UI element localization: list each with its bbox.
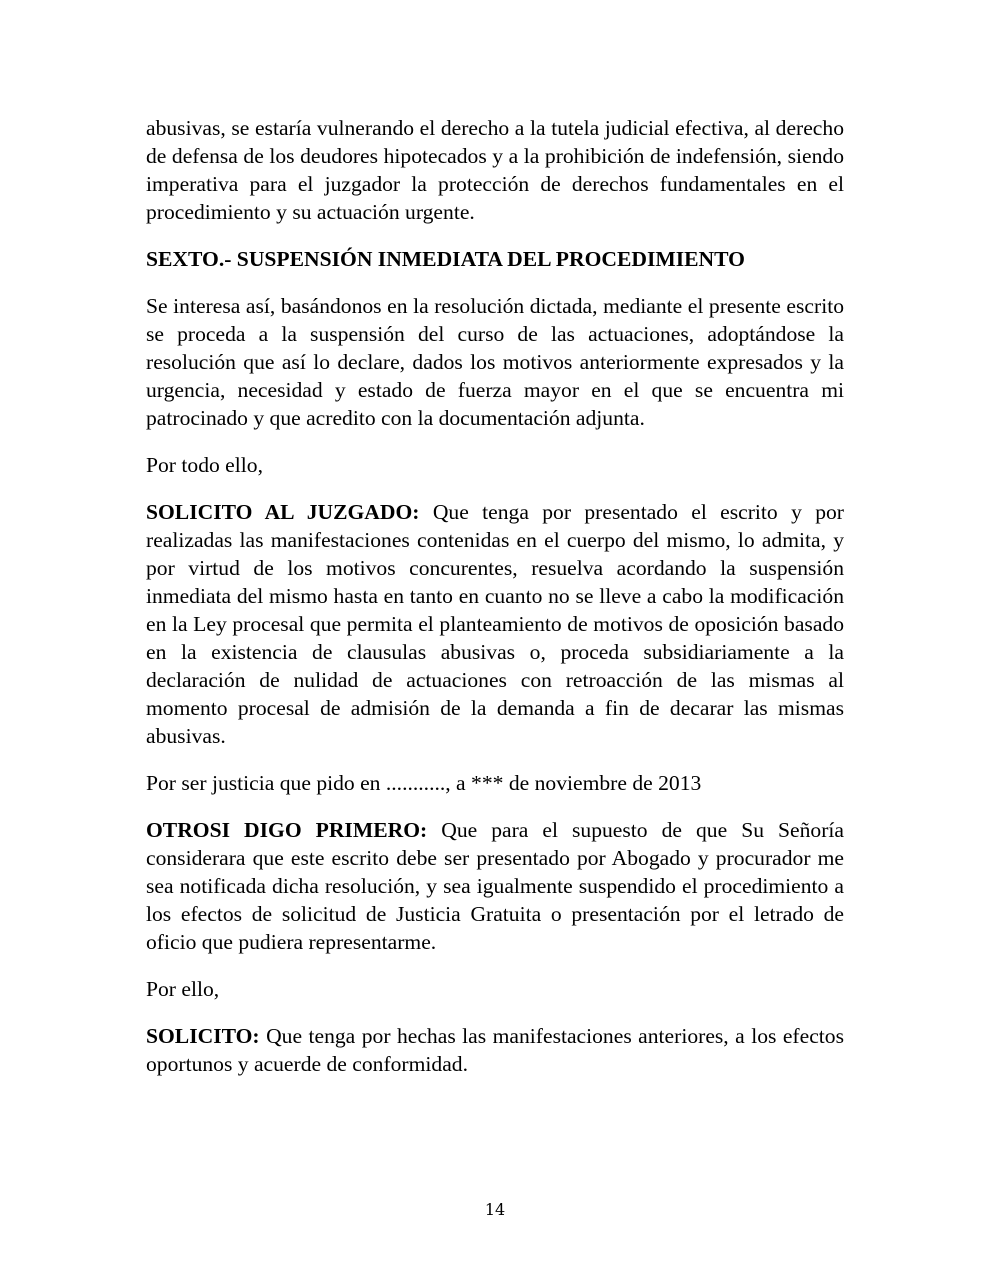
page-number: 14 xyxy=(484,1200,506,1219)
solicito-al-juzgado-label: SOLICITO AL JUZGADO: xyxy=(146,500,420,524)
otrosi-digo-label: OTROSI DIGO PRIMERO: xyxy=(146,818,428,842)
paragraph-otrosi-digo xyxy=(146,816,844,956)
otrosi-digo-text: Que para el supuesto de que Su Señoría considerara que este escrito debe ser presentado por Abogado y procurador me sea notificada dicha resolución, y sea igualmente suspendido el procedimiento a los efectos de solicitud de Justicia Gratuita o presentación por el letrado de oficio que pudiera representarme. xyxy=(146,818,844,954)
paragraph-por-ser-justicia: Por ser justicia que pido en ..........., a *** de noviembre de 2013 xyxy=(146,771,702,795)
paragraph-solicito xyxy=(146,1022,844,1078)
paragraph-por-ello: Por ello, xyxy=(146,977,220,1001)
section-heading-sexto: SEXTO.- SUSPENSIÓN INMEDIATA DEL PROCEDIMIENTO xyxy=(146,247,745,271)
solicito-label: SOLICITO: xyxy=(146,1024,260,1048)
paragraph-por-todo-ello: Por todo ello, xyxy=(146,453,263,477)
solicito-text: Que tenga por hechas las manifestaciones anteriores, a los efectos oportunos y acuerde de conformidad. xyxy=(146,1024,844,1076)
solicito-al-juzgado-text: Que tenga por presentado el escrito y por realizadas las manifestaciones contenidas en el cuerpo del mismo, lo admita, y por virtud de los motivos concurentes, resuelva acordando la suspensión inmediata del mismo hasta en tanto en cuanto no se lleve a cabo la modificación en la Ley procesal que permita el planteamiento de motivos de oposición basado en la existencia de clausulas abusivas o, proceda subsidiariamente a la declaración de nulidad de actuaciones con retroacción de las mismas al momento procesal de admisión de la demanda a fin de decarar las mismas abusivas. xyxy=(146,500,844,748)
document-body xyxy=(146,114,844,1097)
paragraph-se-interesa: Se interesa así, basándonos en la resolución dictada, mediante el presente escrito se proceda a la suspensión del curso de las actuaciones, adoptándose la resolución que así lo declare, dados los motivos anteriormente expresados y la urgencia, necesidad y estado de fuerza mayor en el que se encuentra mi patrocinado y que acredito con la documentación adjunta. xyxy=(146,294,844,430)
paragraph-abusivas: abusivas, se estaría vulnerando el derecho a la tutela judicial efectiva, al derecho de defensa de los deudores hipotecados y a la prohibición de indefensión, siendo imperativa para el juzgador la protección de derechos fundamentales en el procedimiento y su actuación urgente. xyxy=(146,116,844,224)
paragraph-solicito-al-juzgado xyxy=(146,498,844,750)
